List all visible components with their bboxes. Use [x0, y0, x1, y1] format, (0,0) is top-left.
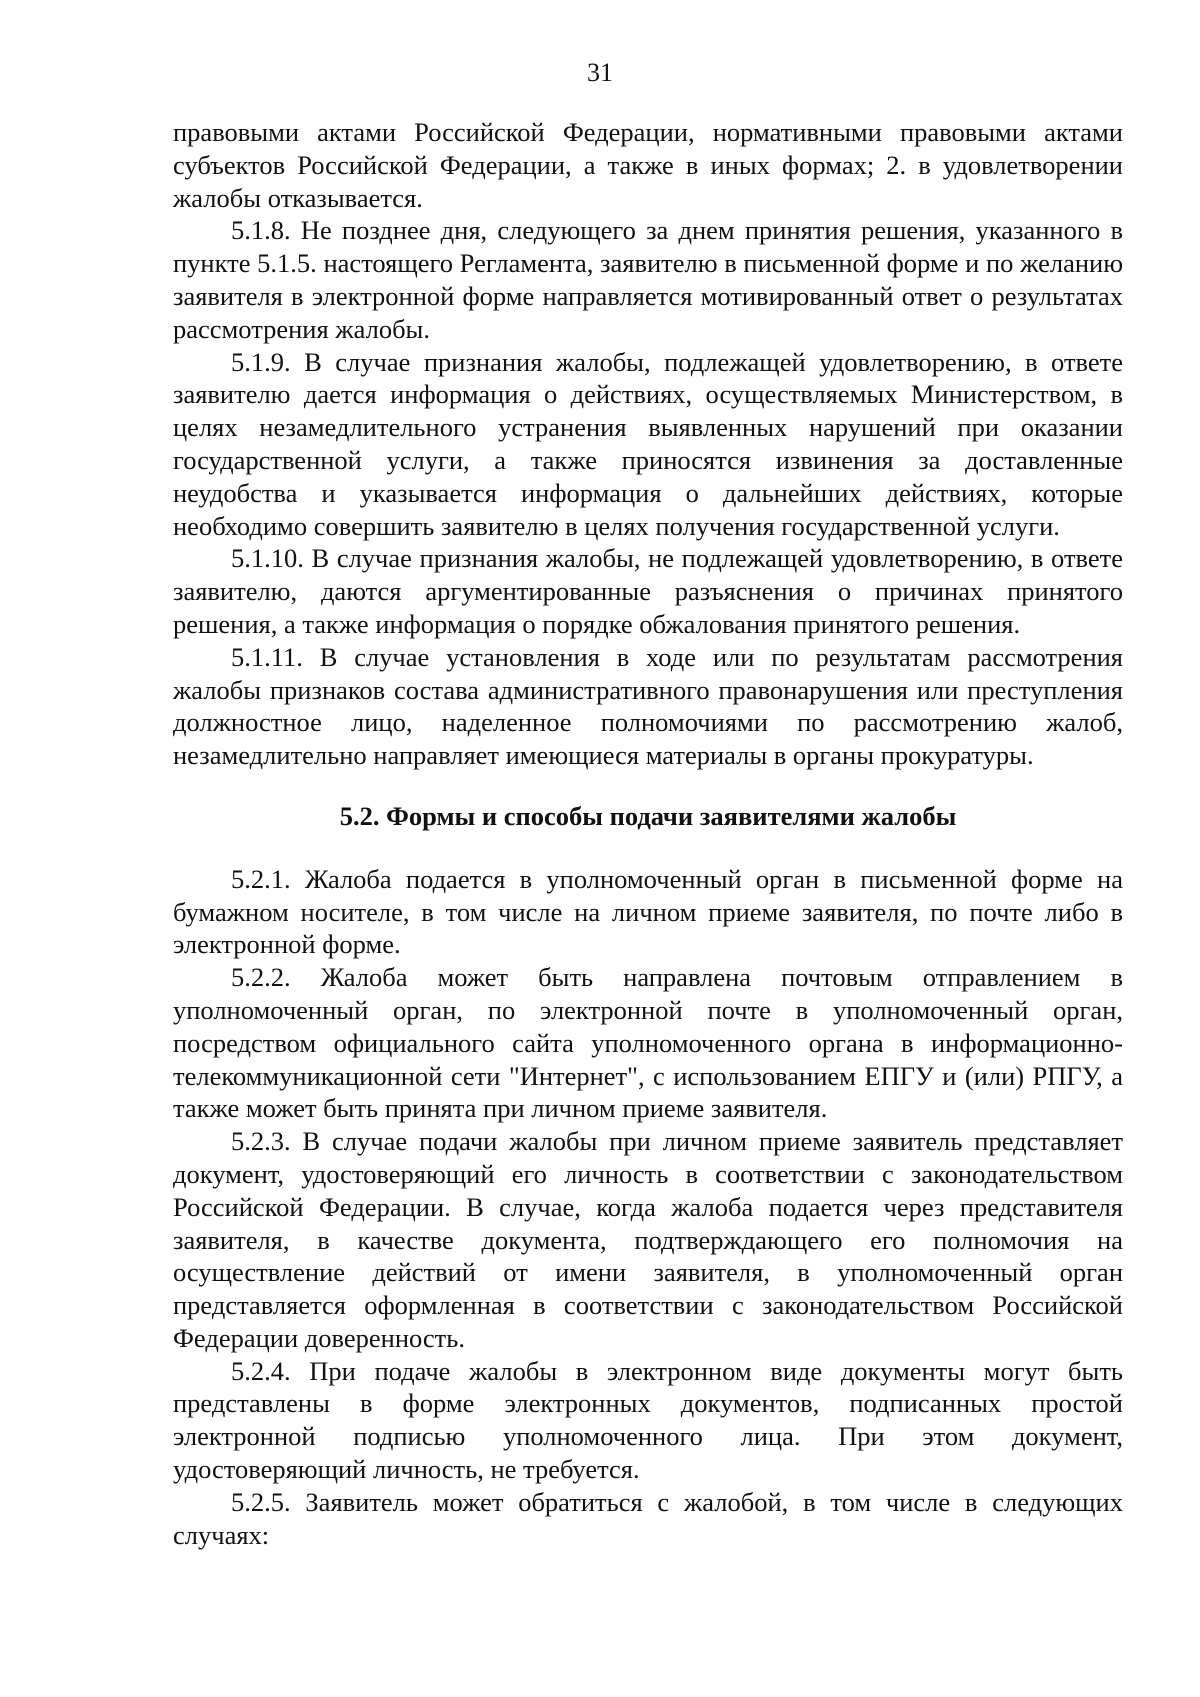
paragraph-5-2-5: 5.2.5. Заявитель может обратиться с жалобой, в том числе в следующих случаях:: [173, 1486, 1123, 1550]
paragraph-5-1-8: 5.1.8. Не позднее дня, следующего за днем принятия решения, указанного в пункте 5.1.5. настоящего Регламента, заявителю в письменной форме и по желанию заявителя в электронной форме направляется мотивированный ответ о результатах рассмотрения жалобы.: [173, 215, 1123, 344]
paragraph-5-1-9: 5.1.9. В случае признания жалобы, подлежащей удовлетворению, в ответе заявителю дается информация о действиях, осуществляемых Министерством, в целях незамедлительного устранения выявленных нарушений при оказании государственной услуги, а также приносятся извинения за доставленные неудобства и указывается информация о дальнейших действиях, которые необходимо совершить заявителю в целях получения государственной услуги.: [173, 346, 1123, 541]
paragraph-5-2-1: 5.2.1. Жалоба подается в уполномоченный орган в письменной форме на бумажном носителе, в том числе на личном приеме заявителя, по почте либо в электронной форме.: [173, 863, 1123, 960]
document-body: [173, 116, 1123, 1551]
page-number: 31: [587, 58, 613, 87]
paragraph-5-2-3: 5.2.3. В случае подачи жалобы при личном приеме заявитель представляет документ, удостоверяющий его личность в соответствии с законодательством Российской Федерации. В случае, когда жалоба подается через представителя заявителя, в качестве документа, подтверждающего его полномочия на осуществление действий от имени заявителя, в уполномоченный орган представляется оформленная в соответствии с законодательством Российской Федерации доверенность.: [173, 1126, 1123, 1353]
paragraph-5-2-2: 5.2.2. Жалоба может быть направлена почтовым отправлением в уполномоченный орган, по электронной почте в уполномоченный орган, посредством официального сайта уполномоченного органа в информационно-телекоммуникационной сети "Интернет", с использованием ЕПГУ и (или) РПГУ, а также может быть принята при личном приеме заявителя.: [173, 962, 1123, 1124]
paragraph-continuation: правовыми актами Российской Федерации, нормативными правовыми актами субъектов Российской Федерации, а также в иных формах; 2. в удовлетворении жалобы отказывается.: [173, 117, 1123, 213]
paragraph-5-2-4: 5.2.4. При подаче жалобы в электронном виде документы могут быть представлены в форме электронных документов, подписанных простой электронной подписью уполномоченного лица. При этом документ, удостоверяющий личность, не требуется.: [173, 1355, 1123, 1485]
paragraph-5-1-11: 5.1.11. В случае установления в ходе или по результатам рассмотрения жалобы признаков состава административного правонарушения или преступления должностное лицо, наделенное полномочиями по рассмотрению жалоб, незамедлительно направляет имеющиеся материалы в органы прокуратуры.: [173, 641, 1123, 771]
section-heading: 5.2. Формы и способы подачи заявителями жалобы: [339, 800, 957, 831]
paragraph-5-1-10: 5.1.10. В случае признания жалобы, не подлежащей удовлетворению, в ответе заявителю, даются аргументированные разъяснения о причинах принятого решения, а также информация о порядке обжалования принятого решения.: [173, 543, 1123, 639]
